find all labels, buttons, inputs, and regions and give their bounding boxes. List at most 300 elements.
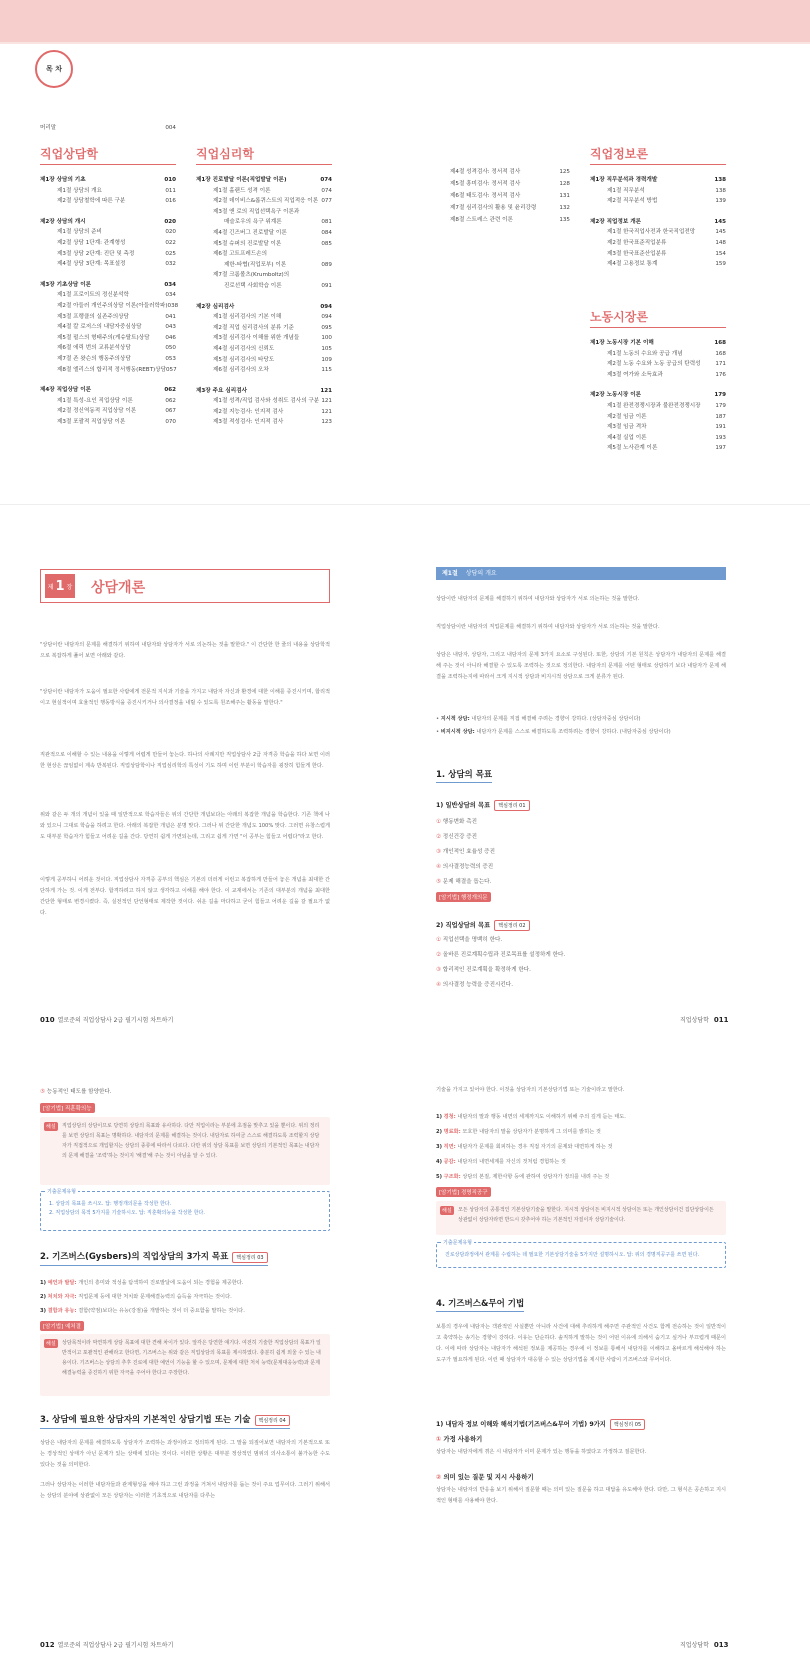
toc-intro-page: 004	[165, 125, 176, 131]
list-item	[436, 845, 495, 860]
item-number: 2)	[40, 1294, 46, 1300]
item-key: 명료화:	[443, 1129, 461, 1135]
list-item	[40, 1276, 330, 1290]
list-item	[436, 963, 565, 978]
item-text: 개인의 흥미와 적성을 탐색하여 진로발달에 도움이 되는 경험을 제공한다.	[76, 1280, 244, 1286]
toc-entry-page: 179	[714, 392, 726, 399]
subheading	[436, 1419, 645, 1430]
toc-row	[590, 338, 726, 349]
toc-entry-page: 057	[166, 366, 177, 373]
toc-entry-title: 제2절 직업 심리검사의 분류 기준	[213, 324, 294, 331]
toc-entry-title: 제5절 펄스의 형태주의(게슈탈트)상담	[57, 334, 150, 341]
toc-entry-title: 제1절 노동의 수요와 공급 개념	[607, 350, 683, 357]
mnemonic-pill: [암기법] 경명직공구	[436, 1187, 491, 1197]
subheading-text: 1) 일반상담의 목표	[436, 802, 491, 809]
toc-entry-page: 132	[559, 205, 570, 211]
item-number: ⑤	[40, 1089, 46, 1095]
toc-row	[40, 301, 179, 312]
toc-column-2	[196, 145, 332, 428]
toc-row	[590, 259, 726, 270]
list-item	[40, 1290, 330, 1304]
exam-question-text: 2. 직업상담의 목적 5가지를 기술하시오. 답: 직훈확의능을 작성한 한다.	[49, 1210, 205, 1216]
explanation-key: 해설	[442, 1208, 452, 1214]
explanation-box	[40, 1117, 330, 1185]
toc-entry-page: 034	[165, 292, 176, 299]
toc-entry-title: 제2절 직무분석 방법	[607, 198, 658, 205]
item-text: 개인적인 효율성 증진	[442, 849, 495, 855]
toc-row	[450, 190, 570, 202]
page-number: 011	[713, 1016, 729, 1024]
toc-entry-title: 제7절 크롬볼츠(Krumboltz)의	[213, 272, 290, 279]
toc-row	[40, 343, 176, 354]
toc-row	[196, 312, 332, 323]
toc-row	[40, 238, 176, 249]
toc-entry-title: 제2장 심리검사	[196, 303, 235, 310]
item-text: 정신건강 증진	[442, 834, 477, 840]
p11-paragraph: 직업상담이란 내담자의 직업문제를 해결하기 위하여 내담자와 상담자가 서로 의논하는 것을 말한다.	[436, 624, 660, 630]
item-number: 3)	[40, 1308, 46, 1314]
toc-entry-page: 070	[165, 418, 176, 425]
toc-entry-page: 176	[715, 371, 726, 378]
list-item	[436, 860, 495, 875]
item-text: 상담의 본질, 제한사항 등에 관하여 상담자가 정의를 내려 주는 것	[460, 1174, 610, 1180]
toc-entry-page: 100	[321, 335, 332, 342]
toc-row	[196, 175, 332, 186]
exam-question-box	[40, 1191, 330, 1231]
goal-list	[436, 815, 495, 890]
toc-row	[590, 401, 726, 412]
mnemonic-pill: [암기법] 직훈확의능	[40, 1103, 95, 1113]
toc-row	[196, 365, 332, 376]
toc-row	[40, 312, 176, 323]
toc-entry-title: 제5절 슈퍼의 진로발달 이론	[213, 240, 282, 247]
toc-entry-page: 038	[167, 302, 179, 309]
toc-row	[590, 370, 726, 381]
toc-entry-page: 121	[321, 398, 332, 405]
toc-entry-title: 제1절 특성-요인 직업상담 이론	[57, 397, 133, 404]
toc-row	[196, 396, 332, 407]
technique-item	[436, 1434, 726, 1458]
list-item	[436, 1125, 726, 1140]
toc-entry-title: 제7절 존 왓슨의 행동주의상담	[57, 355, 131, 362]
key-summary-tag: 핵심정리 02	[494, 920, 529, 931]
toc-row	[196, 333, 332, 344]
toc-row	[40, 217, 176, 228]
toc-entry-title: 제1절 완전경쟁시장과 불완전경쟁시장	[607, 402, 701, 409]
toc-entry-title: 제3절 임금 격차	[607, 424, 647, 431]
toc-entry-title: 제4장 직업상담 이론	[40, 387, 92, 394]
explanation-text: 모든 상담자의 공통적인 기본상담기술을 말한다. 지시적 상담이든 비지시적 상담이든 또는 개인상담이건 집단상담이든 상관없이 상담자라면 반드시 갖추어야 하는 기본적인 자질이자 상담기술이다.	[458, 1207, 714, 1223]
mnemonic-pill: [암기법] 행정개의문	[436, 892, 491, 902]
toc-row	[450, 202, 570, 214]
list-item	[436, 1155, 726, 1170]
item-text: 행동변화 촉진	[442, 819, 477, 825]
item-text: 의사결정 능력을 증진시킨다.	[442, 982, 513, 988]
toc-section-title: 직업정보론	[590, 145, 726, 165]
toc-entry-title: 제8절 스트레스 관련 이론	[450, 217, 513, 223]
toc-entry-page: 123	[321, 419, 332, 426]
p13-paragraph: 기술을 가지고 있어야 한다. 이것을 상담자의 기본상담기법 또는 기술이라고 말한다.	[436, 1087, 625, 1093]
toc-column-4	[590, 145, 726, 270]
toc-row	[196, 270, 332, 281]
gysbers-list	[40, 1276, 330, 1318]
toc-entry-page: 050	[165, 345, 176, 352]
chapter-suffix: 장	[66, 583, 73, 591]
toc-entry-page: 179	[715, 402, 726, 409]
technique-title	[436, 1434, 726, 1443]
page-footer-012	[40, 1640, 173, 1649]
page-number: 012	[40, 1641, 55, 1649]
explanation-text: 직업상담의 상담이므로 당연히 상담의 목표와 유사하다. 다만 직업이라는 부분에 초점을 맞추고 있을 뿐이다. 위의 정리를 보면 상담의 목표는 명확하다. 내담자의 문제를 해결하는 것이다. 내담자로 하여금 스스로 해결하도록 조력할지 상담자가 직접적으로 개입할지는 상담의 종류에 따라서 다르다. 다만 위의 상담 목표를 보면 상담의 기본적인 목표는 내담자의 문제 해결을 '조력'하는 것이지 '해결'해 주는 것이 아님을 알 수 있다.	[62, 1123, 320, 1159]
toc-entry-page: 115	[321, 367, 332, 374]
toc-row	[196, 344, 332, 355]
toc-entry-page: 154	[715, 250, 726, 257]
toc-entry-title: 제6절 태도검사: 정서적 검사	[450, 193, 521, 199]
heading-gysbers-moore: 4. 기즈버스&무어 기법	[436, 1297, 524, 1312]
toc-row	[196, 196, 332, 207]
exam-question-box	[436, 1242, 726, 1268]
toc-column-1	[40, 145, 179, 427]
toc-entry-page: 022	[165, 239, 176, 246]
toc-entry-page: 125	[559, 169, 570, 175]
chapter-number-box	[45, 574, 75, 598]
toc-entry-title: 제2절 상담 1단계: 관계형성	[57, 239, 126, 246]
toc-row	[196, 323, 332, 334]
toc-row	[40, 259, 176, 270]
item-text: 직업선택을 명백히 한다.	[442, 937, 503, 943]
toc-row	[40, 396, 176, 407]
technique-items	[436, 1434, 726, 1521]
toc-entry-title: 제7절 심리검사의 활용 및 윤리강령	[450, 205, 537, 211]
toc-row	[40, 290, 176, 301]
page-footer-011	[680, 1015, 732, 1024]
item-number: ①	[436, 819, 442, 825]
spread-divider	[0, 504, 810, 505]
item-key: 구조화:	[443, 1174, 461, 1180]
list-item	[436, 1140, 726, 1155]
toc-intro	[40, 123, 176, 134]
list-item	[436, 1110, 726, 1125]
toc-entry-page: 067	[165, 408, 176, 415]
toc-entry-title: 제4절 성격검사: 정서적 검사	[450, 169, 521, 175]
mnemonic-pill: [암기법] 예처결	[40, 1321, 84, 1331]
toc-entry-title: 제3절 상담 2단계: 진단 및 측정	[57, 250, 135, 257]
p11-paragraph: 상담은 내담자, 상담자, 그리고 내담자의 문제 3가지 요소로 구성된다. 또한, 상담의 기본 원칙은 상담자가 내담자의 문제를 해결해 주는 것이 아니라 해결할 수 있도록 조력하는 것으로 정의한다. 내담자의 문제를 어떤 형태로 상담하기 보다 내담자가 문제 해결을 조력하는지에 따라서 크게 지시적 상담과 비지시적 상담으로 크게 분류가 된다.	[436, 652, 726, 680]
toc-row	[450, 214, 570, 226]
list-item	[436, 830, 495, 845]
toc-row	[196, 249, 332, 260]
toc-column-3	[450, 166, 570, 226]
item-number: 2)	[436, 1129, 442, 1135]
toc-entry-page: 168	[714, 340, 726, 346]
toc-row	[40, 333, 176, 344]
p10-paragraph: "상담이란 내담자의 문제를 해결하기 위하여 내담자와 상담자가 서로 의논하는 것을 말한다." 이 간단한 한 줄의 내용을 상담학적으로 복잡하게 풀어 보면 아래와 같다.	[40, 642, 330, 659]
item-text: 결함(약점)보다는 유능(강점)을 개발하는 것이 더 중요함을 말하는 것이다.	[76, 1308, 245, 1314]
toc-entry-page: 077	[321, 198, 332, 205]
toc-entry-title: 제3절 한국표준산업분류	[607, 250, 667, 257]
bullet-text: 내담자의 문제를 직접 해결해 주려는 경향이 강하다. (상담자중심 상담이다)	[469, 716, 641, 722]
toc-entry-title: 제2절 한국표준직업분류	[607, 239, 667, 246]
toc-intro-label: 머리말	[40, 125, 57, 131]
toc-row	[40, 227, 176, 238]
item-text: 내담자의 내면세계를 자신의 것처럼 경험하는 것	[455, 1159, 566, 1165]
item-number: ②	[436, 952, 442, 958]
toc-entry-title: 제2장 상담의 개시	[40, 218, 86, 225]
toc-entry-page: 011	[165, 187, 176, 194]
toc-entry-title: 제한-타협(직업포부) 이론	[224, 261, 287, 268]
p10-paragraph: 이렇게 공부하니 어려운 것이다. 직업상담사 자격증 공부의 핵심은 기본의 더러게 이런고 복잡하게 만들어 놓은 개념을 최대한 간단하게 가는 것. 이게 전부다. 합격하려고 하지 않고 생각하고 이해를 해야 한다. 이 교재에서는 기존의 대부분의 개념을 최대한 간단한 형태로 변경시켰다. 즉, 실전적인 단언형태로 제작한 것이다. 쉬운 길을 마다하고 굳이 힘들고 어려운 길을 갈 필요가 없다.	[40, 877, 330, 916]
subheading	[436, 920, 530, 931]
bullet-key: 비지시적 상담:	[440, 729, 475, 735]
toc-entry-page: 105	[321, 345, 332, 352]
toc-row	[590, 227, 726, 238]
toc-entry-page: 148	[715, 239, 726, 246]
heading-techniques	[40, 1413, 290, 1429]
list-item	[40, 1304, 330, 1318]
list-item	[436, 933, 565, 948]
key-summary-tag: 핵심정리 03	[232, 1252, 267, 1263]
toc-entry-page: 171	[715, 361, 726, 368]
goal-item	[40, 1085, 112, 1100]
item-key: 가정 사용하기	[443, 1436, 483, 1443]
toc-entry-page: 191	[715, 424, 726, 431]
toc-entry-title: 매슬로우의 욕구 위계론	[224, 219, 282, 226]
exam-question-label: 기출문제유형	[47, 1189, 76, 1195]
toc-entry-page: 128	[559, 181, 570, 187]
key-summary-tag: 핵심정리 04	[255, 1415, 290, 1426]
item-number: ③	[436, 849, 442, 855]
toc-entry-title: 제2절 정신역동적 직업상담 이론	[57, 408, 137, 415]
item-key: 공감:	[443, 1159, 456, 1165]
toc-entry-title: 제5절 심리검사의 타당도	[213, 356, 275, 363]
toc-entry-page: 187	[715, 413, 726, 420]
toc-entry-page: 094	[321, 314, 332, 321]
explanation-box	[436, 1201, 726, 1235]
toc-entry-title: 제1절 성격/직업 검사와 성취도 검사의 구분	[213, 398, 320, 405]
chapter-title: 상담개론	[91, 580, 146, 596]
toc-entry-page: 016	[165, 198, 176, 205]
toc-entry-title: 제1절 심리검사의 기본 이해	[213, 314, 282, 321]
toc-entry-title: 제6절 심리검사의 오차	[213, 367, 269, 374]
toc-row	[40, 406, 176, 417]
toc-row	[40, 354, 176, 365]
toc-entry-title: 제1장 상담의 기초	[40, 177, 86, 183]
toc-row	[196, 417, 332, 428]
toc-entry-title: 제3장 주요 심리검사	[196, 387, 248, 394]
section-title: 상담의 개요	[465, 570, 497, 577]
chapter-number: 1	[55, 578, 65, 594]
toc-entry-page: 053	[165, 355, 176, 362]
toc-entry-title: 제2절 데이비스&롭퀴스트의 직업적응 이론	[213, 198, 319, 205]
toc-section-title: 노동시장론	[590, 308, 726, 328]
toc-entry-page: 046	[165, 334, 176, 341]
chapter-label: 제	[47, 583, 54, 591]
toc-entry-page: 020	[164, 218, 176, 225]
toc-entry-title: 제3절 적성검사: 인지적 검사	[213, 419, 284, 426]
top-band-shadow	[0, 42, 810, 44]
toc-entry-page: 121	[321, 408, 332, 415]
toc-entry-page: 085	[321, 240, 332, 247]
toc-entry-title: 제3절 여가와 소득효과	[607, 371, 663, 378]
footer-text: 직업상담학	[680, 1642, 709, 1649]
toc-row	[196, 186, 332, 197]
toc-row	[40, 322, 176, 333]
toc-section-title: 직업상담학	[40, 145, 176, 165]
toc-entry-page: 138	[714, 177, 726, 183]
toc-entry-title: 제2장 노동시장 이론	[590, 392, 642, 399]
toc-entry-title: 제1장 진로발달 이론(직업발달 이론)	[196, 177, 287, 183]
toc-row	[196, 239, 332, 250]
list-item	[436, 1170, 726, 1185]
toc-row	[196, 386, 332, 397]
item-number: 1)	[436, 1114, 442, 1120]
item-number: ④	[436, 982, 442, 988]
toc-entry-title: 제2절 지능검사: 인지적 검사	[213, 408, 284, 415]
toc-entry-title: 제5절 노사관계 이론	[607, 445, 658, 452]
item-key: 처치와 자극:	[47, 1294, 77, 1300]
footer-text: 열로준의 직업상담사 2급 필기시험 차트하기	[57, 1017, 174, 1024]
bullet-text: 내담자가 문제를 스스로 해결하도록 조력하려는 경향이 강하다. (내담자중심 상담이다)	[474, 729, 671, 735]
p10-paragraph: 직관적으로 이해할 수 있는 내용을 이렇게 어렵게 만들어 놓는다. 하나의 사례지만 직업상담사 2급 자격증 학습을 하다 보면 이러한 현상은 끊임없이 계속 반복된다. 직업상담학이나 직업심리학의 특성이 기도 하며 이런 부분이 학습자를 굉장히 힘들게 한다.	[40, 752, 330, 769]
toc-entry-page: 095	[321, 324, 332, 331]
p11-bullet: • 지시적 상담: 내담자의 문제를 직접 해결해 주려는 경향이 강하다. (상담자중심 상담이다)	[436, 716, 641, 722]
item-number: ②	[436, 1474, 442, 1481]
item-number: ③	[436, 967, 442, 973]
toc-entry-title: 제3장 기초상담 이론	[40, 281, 92, 288]
item-number: 5)	[436, 1174, 442, 1180]
toc-entry-title: 제6절 에릭 번의 교류분석상담	[57, 345, 131, 352]
toc-row	[196, 217, 332, 228]
toc-entry-page: 084	[321, 229, 332, 236]
toc-row	[590, 422, 726, 433]
toc-entry-page: 074	[321, 187, 332, 194]
toc-row	[590, 390, 726, 401]
toc-entry-page: 193	[715, 434, 726, 441]
footer-text: 직업상담학	[680, 1017, 709, 1024]
toc-badge: 목 차	[35, 50, 73, 88]
heading-goals: 1. 상담의 목표	[436, 768, 492, 783]
toc-entry-title: 제3절 프랭클의 실존주의상담	[57, 313, 129, 320]
item-text: 합리적인 진로계획을 확정하게 한다.	[442, 967, 531, 973]
toc-entry-title: 제1절 상담의 준비	[57, 229, 102, 236]
toc-row	[40, 280, 176, 291]
toc-row	[196, 228, 332, 239]
toc-entry-title: 제4절 실업 이론	[607, 434, 647, 441]
page-footer-013	[680, 1640, 732, 1649]
toc-entry-title: 제3절 포괄적 직업상담 이론	[57, 418, 126, 425]
toc-entry-page: 109	[321, 356, 332, 363]
toc-row	[196, 355, 332, 366]
list-item	[436, 978, 565, 993]
toc-entry-page: 089	[321, 261, 332, 268]
toc-entry-page: 062	[165, 397, 176, 404]
top-band	[0, 0, 810, 42]
toc-entry-page: 145	[714, 218, 726, 225]
toc-row	[196, 302, 332, 313]
toc-entry-page: 074	[320, 177, 332, 183]
heading-gysbers	[40, 1250, 268, 1266]
exam-question-text: 1. 상담의 목표를 쓰시오. 답: 행정개의문을 작성한 한다.	[49, 1201, 172, 1207]
toc-entry-title: 제1장 직무분석과 경력개발	[590, 177, 658, 183]
technique-text: 상담자는 내담자의 반응을 보기 위해서 질문할 때는 의미 있는 질문을 하고 대답을 유도해야 한다. 다만, 그 형식은 공손하고 지시적인 형태를 사용해야 한다.	[436, 1487, 726, 1504]
toc-entry-title: 제4절 고용정보 통계	[607, 261, 658, 268]
item-key: 예언과 발달:	[47, 1280, 77, 1286]
toc-row	[40, 417, 176, 428]
page-number: 013	[713, 1641, 729, 1649]
item-text: 의사결정능력의 증진	[442, 864, 494, 870]
item-key: 경청:	[443, 1114, 456, 1120]
toc-row	[590, 238, 726, 249]
toc-row	[40, 186, 176, 197]
toc-entry-title: 제3절 심리검사 이해를 위한 개념들	[213, 335, 300, 342]
explanation-box	[40, 1334, 330, 1396]
toc-entry-title: 제2절 아들러 개인주의상담 이론(아들러학파)	[57, 302, 168, 309]
toc-entry-title: 제2절 상담철학에 따른 구분	[57, 198, 126, 205]
item-key: 결함과 유능:	[47, 1308, 77, 1314]
toc-row	[590, 443, 726, 454]
list-item	[436, 948, 565, 963]
toc-row	[590, 186, 726, 197]
toc-entry-page: 043	[165, 324, 176, 331]
toc-entry-page: 131	[559, 193, 570, 199]
item-number: ①	[436, 1436, 442, 1443]
explanation-key: 해설	[46, 1124, 56, 1130]
technique-title	[436, 1472, 726, 1481]
toc-row	[590, 433, 726, 444]
subheading	[436, 800, 530, 811]
heading-text: 3. 상담에 필요한 상담자의 기본적인 상담기법 또는 기술	[40, 1415, 251, 1425]
item-number: 4)	[436, 1159, 442, 1165]
item-text: 모호한 내담자의 말을 상담자가 분명하게 그 의미를 밝히는 것	[460, 1129, 601, 1135]
explanation-key: 해설	[46, 1341, 56, 1347]
technique-text: 상담자는 내담자에게 겪은 시 내담자가 이미 문제가 있는 행동을 하였다고 가정하고 질문한다.	[436, 1449, 647, 1455]
toc-entry-title: 제4절 긴즈버그 진로발달 이론	[213, 229, 287, 236]
toc-row	[40, 249, 176, 260]
toc-row	[196, 281, 332, 292]
key-summary-tag: 핵심정리 05	[610, 1419, 645, 1430]
p10-paragraph: 위와 같은 두 개의 개념이 있을 때 일반적으로 학습자들은 위의 간단한 개념보다는 아래의 복잡한 개념을 학습한다. 기존 책에 나와 있으니 그대로 학습을 하려고 한다. 아래의 복잡한 개념은 분명 맞다. 그러나 위 간단한 개념도 100% 맞다. 그러면 유창스럽게도 대부분 학습자가 힘들고 어려운 길을 간다. 당연히 쉽게 가면되는데, 그리고 쉽게 가면 "이 공부는 힘들고 어렵다"라고 한다.	[40, 812, 330, 840]
item-text: 직업문제 등에 대한 처치와 문제해결능력의 습득을 자극하는 것이다.	[76, 1294, 232, 1300]
heading-text: 2. 기즈버스(Gysbers)의 직업상담의 3가지 목표	[40, 1252, 229, 1262]
item-key: 직면:	[443, 1144, 456, 1150]
toc-row	[450, 178, 570, 190]
toc-row	[196, 407, 332, 418]
toc-entry-page: 197	[715, 445, 726, 452]
p12-paragraph: 그러나 상담자는 이러한 내담자들과 관계형성을 해야 하고 그런 과정을 거쳐서 내담자를 돕는 것이 주요 업무이다. 그러기 위해서는 상담의 분야에 상관없이 모든 상담자는 이러한 기초적으로 내담자를 다루는	[40, 1482, 330, 1499]
toc-entry-page: 020	[165, 229, 176, 236]
item-text: 문제 해결을 돕는다.	[442, 879, 492, 885]
toc-entry-title: 제4절 칼 로저스의 내담자중심상담	[57, 324, 142, 331]
toc-row	[40, 385, 176, 396]
toc-row	[40, 175, 176, 186]
toc-entry-title: 진로선택 사회학습 이론	[224, 282, 282, 289]
chapter-heading-box	[40, 569, 330, 603]
toc-entry-page: 121	[320, 387, 332, 394]
toc-section-title: 직업심리학	[196, 145, 332, 165]
toc-entry-page: 041	[165, 313, 176, 320]
item-number: 1)	[40, 1280, 46, 1286]
technique-item	[436, 1472, 726, 1507]
toc-entry-title: 제2장 직업정보 개론	[590, 218, 642, 225]
toc-entry-page: 034	[164, 281, 176, 288]
toc-entry-title: 제1절 직무분석	[607, 187, 645, 194]
item-text: 내담자가 문제를 회피하는 경우 직접 자기의 문제와 대면하게 하는 것	[455, 1144, 613, 1150]
toc-row	[196, 207, 332, 218]
bullet-key: 지시적 상담:	[440, 716, 470, 722]
toc-entry-page: 025	[165, 250, 176, 257]
item-number: ⑤	[436, 879, 442, 885]
p13-paragraph: 보통의 경우에 내담자는 객관적인 사실뿐만 아니라 사건에 대해 추리하게 해주면 주관적인 사건도 함께 전승하는 것이 일반적이고 축약하는 송기는 경향이 강하다. 이유는 단순하다. 솔직하게 말하는 것이 어떤 이유에 의해서 숨기고 싶거나 부끄럽게 때문이다. 이에 따라 상담자는 내담자가 해석된 정보를 제공하는 경우에 이 정보를 통해서 내담자를 이해하고 올바르게 해석해야 하는 도구가 필요하게 된다. 이런 때 상담자가 대응할 수 있는 상담기법을 제시한 사람이 기즈버스와 무어이다.	[436, 1324, 726, 1363]
